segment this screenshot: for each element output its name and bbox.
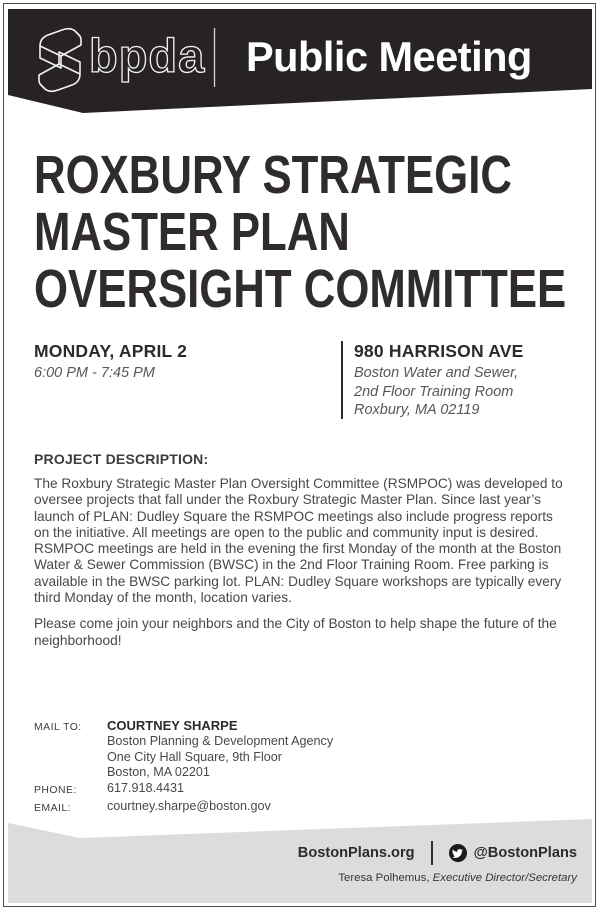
venue-address-line: Roxbury, MA 02119 xyxy=(354,402,480,419)
footer-divider xyxy=(431,841,433,865)
twitter-handle[interactable]: @BostonPlans xyxy=(473,845,577,861)
project-description-heading: PROJECT DESCRIPTION: xyxy=(34,451,209,467)
phone-value: 617.918.4431 xyxy=(107,781,185,796)
contact-address-line: Boston, MA 02201 xyxy=(107,765,210,780)
flyer-title-line: OVERSIGHT COMMITTEE xyxy=(34,259,567,319)
email-label: EMAIL: xyxy=(34,802,72,814)
footer-links-row xyxy=(298,842,577,864)
public-meeting-title: Public Meeting xyxy=(246,33,532,80)
contact-address-line: Boston Planning & Development Agency xyxy=(107,733,334,748)
twitter-icon[interactable] xyxy=(449,844,467,862)
flyer-title-line: ROXBURY STRATEGIC xyxy=(34,145,512,205)
website-link[interactable]: BostonPlans.org xyxy=(297,845,415,861)
flyer-title-line: MASTER PLAN xyxy=(34,202,350,262)
project-description-section xyxy=(34,451,567,659)
header-banner xyxy=(0,0,600,125)
flyer-title xyxy=(34,147,600,318)
event-time: 6:00 PM - 7:45 PM xyxy=(34,365,155,381)
mail-to-label: MAIL TO: xyxy=(34,722,82,733)
venue-address-line: 2nd Floor Training Room xyxy=(354,383,514,400)
bpda-logo-text: bpda xyxy=(89,29,206,82)
phone-label: PHONE: xyxy=(34,785,77,797)
venue-block xyxy=(341,341,524,419)
contact-block xyxy=(34,718,514,817)
signature-title: Executive Director/Secretary xyxy=(432,872,577,884)
footer-signature xyxy=(338,872,577,884)
contact-name: COURTNEY SHARPE xyxy=(107,718,238,733)
description-paragraph: Please come join your neighbors and the City of Boston to help shape the future of the neighborhood! xyxy=(34,616,557,648)
signature-name: Teresa Polhemus, xyxy=(338,872,430,884)
venue-name: 980 HARRISON AVE xyxy=(354,341,524,361)
contact-address-line: One City Hall Square, 9th Floor xyxy=(107,749,282,764)
email-value[interactable]: courtney.sharpe@boston.gov xyxy=(107,798,271,813)
description-paragraph: The Roxbury Strategic Master Plan Oversight Committee (RSMPOC) was developed to oversee projects that fall under the Roxbury Strategic Master Plan. Since last year’s launch of PLAN: Dudley Square the RSMPOC meetings also include progress reports on the initiative. All meetings are open to the public and community input is desired. RSMPOC meetings are held in the evening the first Monday of the month at the Boston Water & Sewer Commission (BWSC) in the 2nd Floor Training Room. Free parking is available in the BWSC parking lot. PLAN: Dudley Square workshops are typically every third Monday of the month, location varies. xyxy=(34,476,563,606)
event-datetime-block xyxy=(34,341,187,383)
event-date: MONDAY, APRIL 2 xyxy=(34,341,188,361)
venue-address-line: Boston Water and Sewer, xyxy=(354,365,519,381)
